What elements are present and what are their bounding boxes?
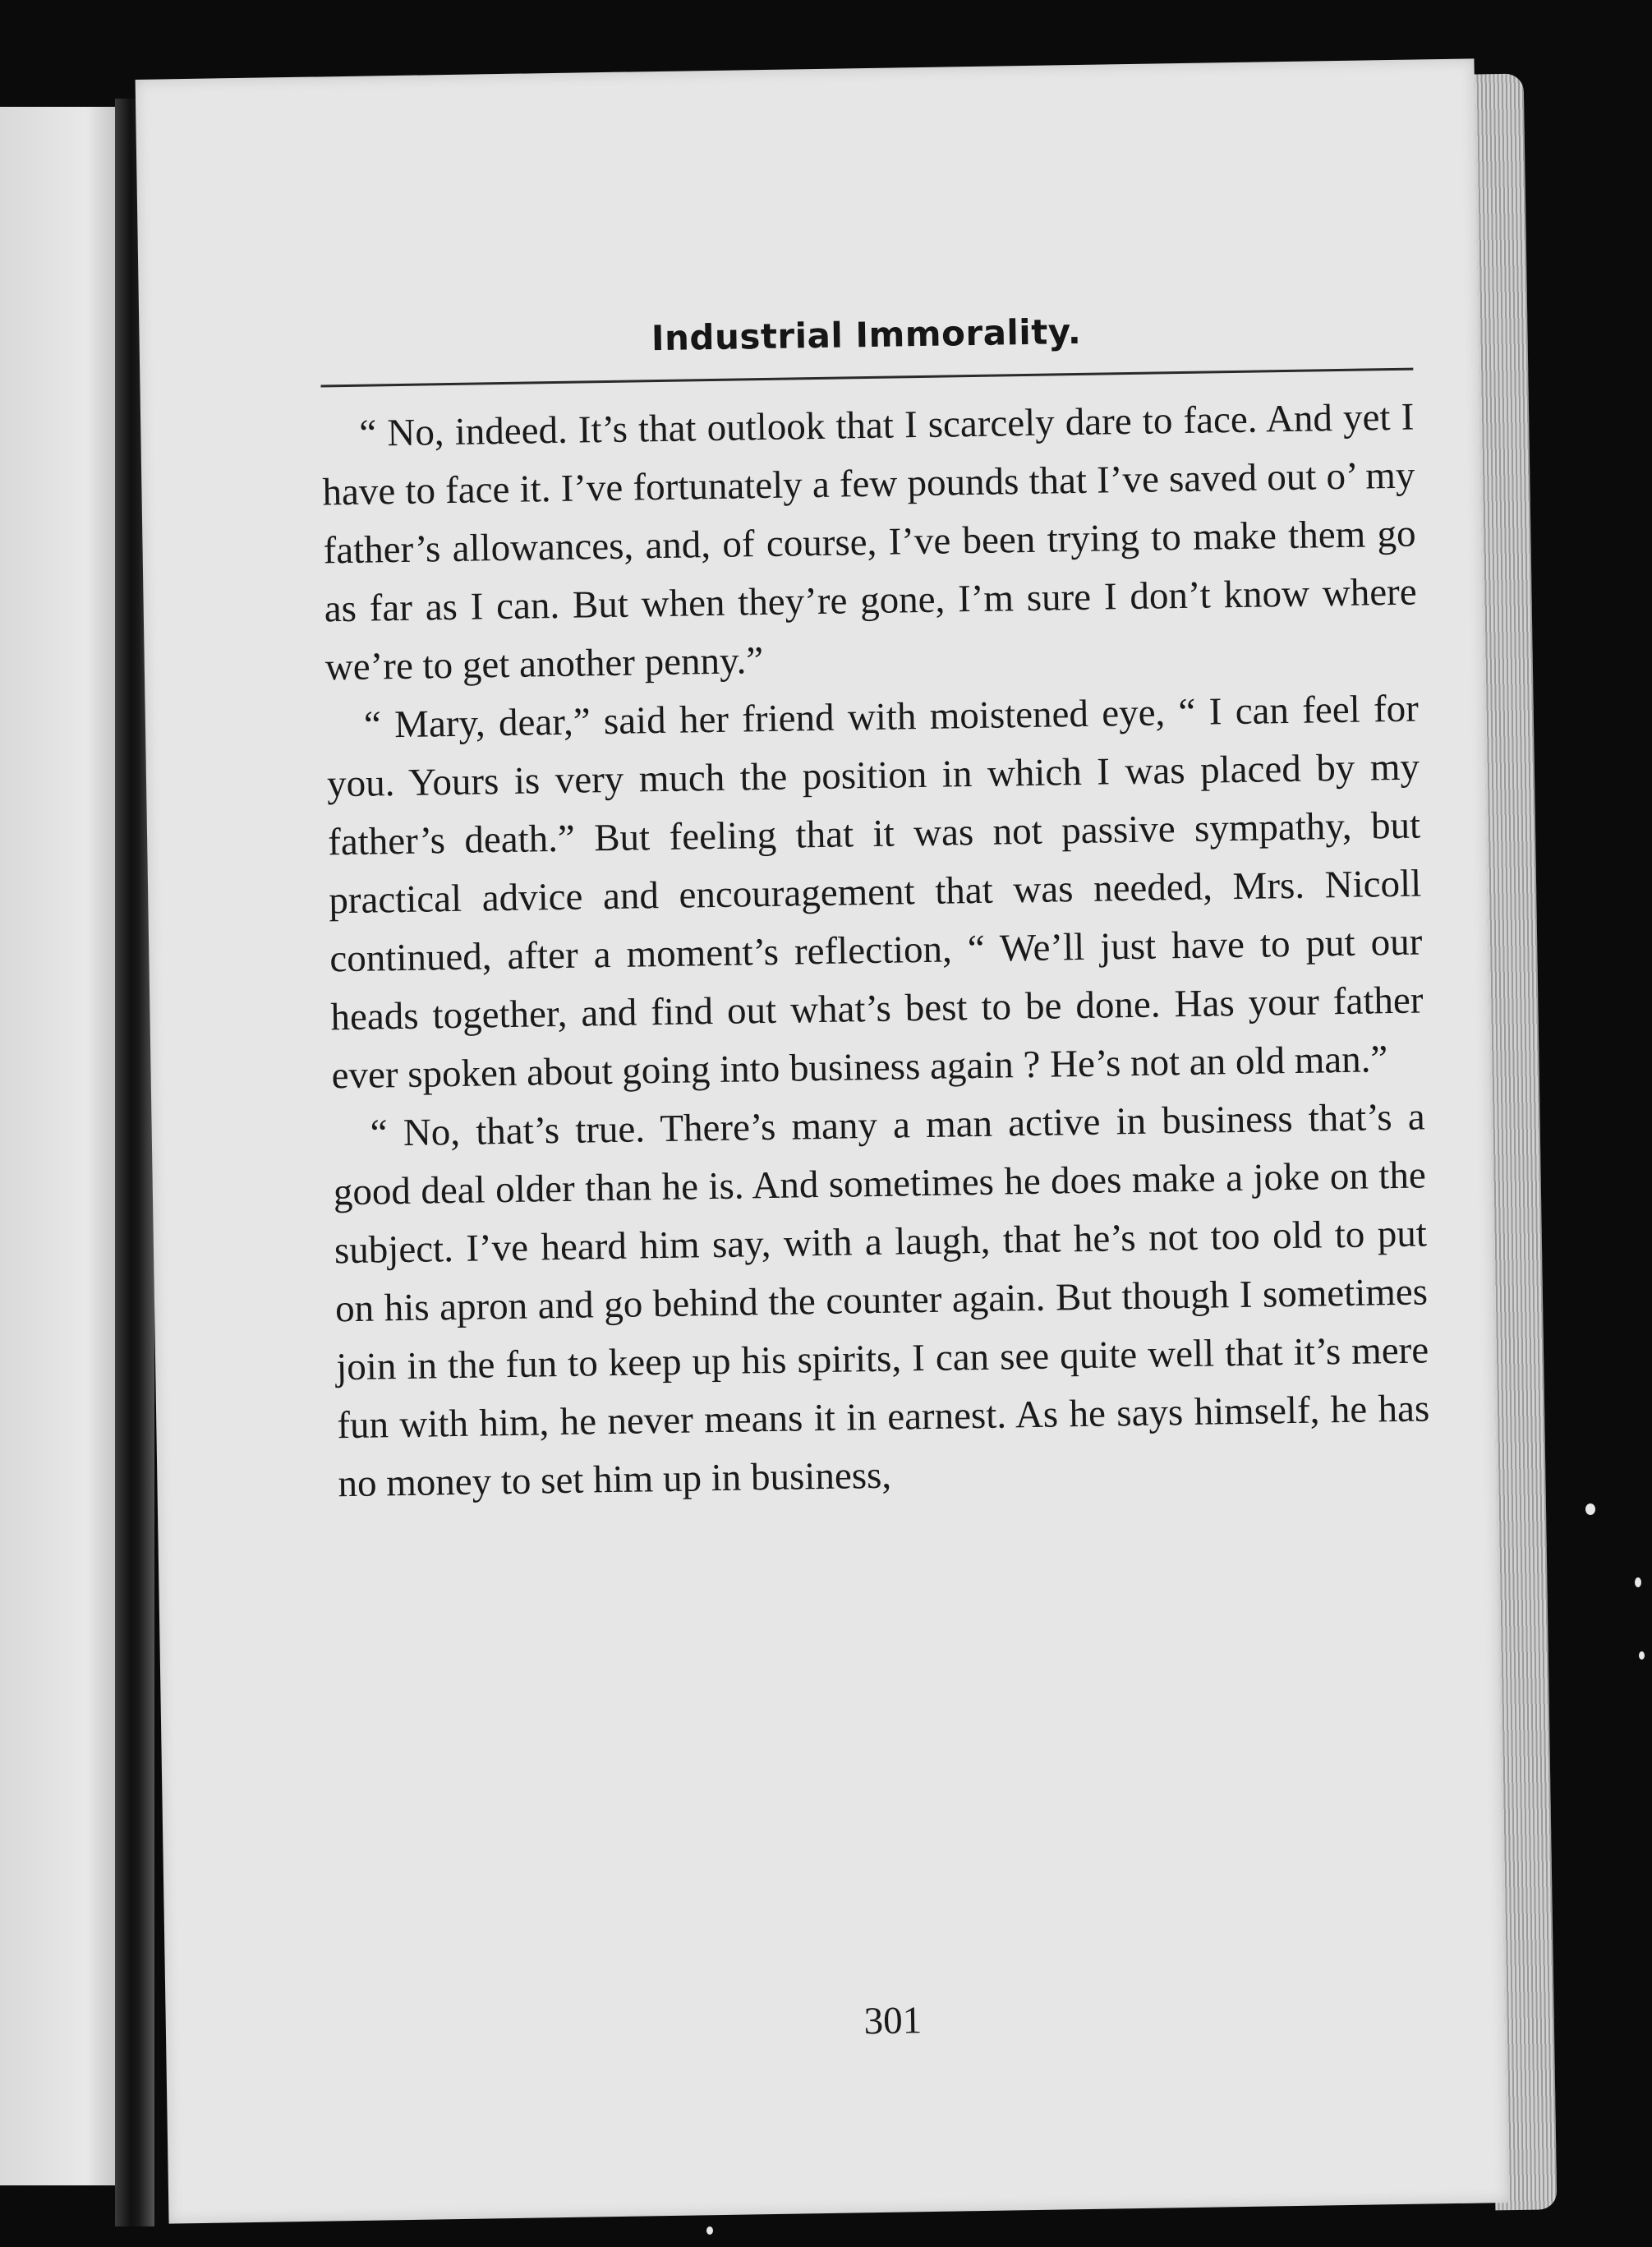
- body-text: [321, 389, 1431, 1514]
- paragraph: “ No, indeed. It’s that outlook that I scarcely dare to face. And yet I have to face it. I’ve fortunately a few pounds that I’ve saved out o’ my father’s allowances, and, of course, I’ve been trying to make them go as far as I can. But when they’re gone, I’m sure I don’t know where we’re to get another penny.”: [322, 395, 1417, 689]
- running-head: Industrial Immorality.: [651, 311, 1082, 359]
- facing-page-edge: [0, 107, 123, 2185]
- header-rule: [320, 368, 1413, 388]
- scan-speck: [706, 2226, 713, 2235]
- book-page: [136, 58, 1508, 2223]
- scan-speck: [1635, 1577, 1641, 1587]
- paragraph: “ No, that’s true. There’s many a man active in business that’s a good deal older than he is. And sometimes he does make a joke on the subject. I’ve heard him say, with a laugh, that he’s not too old to put on his apron and go behind the counter again. But though I sometimes join in the fun to keep up his spirits, I can see quite well that it’s mere fun with him, he never means it in earnest. As he says himself, he has no money to set him up in business,: [333, 1095, 1430, 1506]
- page-content: [320, 306, 1431, 2043]
- scan-speck: [1585, 1503, 1595, 1515]
- scan-speck: [1639, 1651, 1645, 1660]
- page-number: 301: [863, 1999, 923, 2043]
- paragraph: “ Mary, dear,” said her friend with moistened eye, “ I can feel for you. Yours is very much the position in which I was placed by my father’s death.” But feeling that it was not passive sympathy, but practical advice and encouragement that was needed, Mrs. Nicoll continued, after a moment’s reflection, “ We’ll just have to put our heads together, and find out what’s best to be done. Has your father ever spoken about going into business again ? He’s not an old man.”: [326, 687, 1424, 1098]
